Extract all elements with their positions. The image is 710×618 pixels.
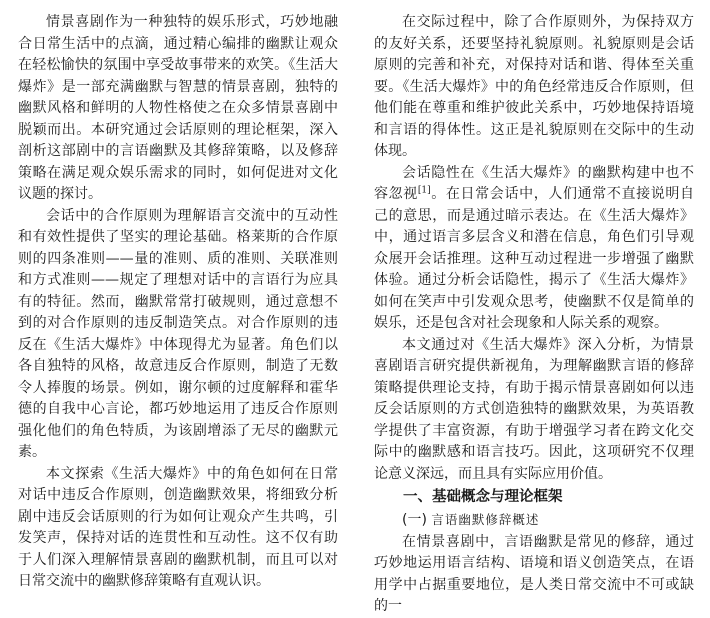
subsection-heading <box>374 509 694 532</box>
body-paragraph: 在情景喜剧中，言语幽默是常见的修辞，通过巧妙地运用语言结构、语境和语义创造笑点，在语用学中占据重要地位，是人类日常交流中不可或缺的一 <box>374 533 694 614</box>
paragraph-5-text-b: 。在日常会话中，人们通常不直接说明自己的意思，而是通过暗示表达。在《生活大爆炸》中，通过语言多层含义和潜在信息，角色们引导观众展开会话推理。这种互动过程进一步增强了幽默体验。通过分析会话隐性，揭示了《生活大爆炸》如何在笑声中引发观众思考，使幽默不仅是简单的娱乐，还是包含对社会现象和人际关系的观察。 <box>374 186 695 331</box>
subsection-number: (一) <box>402 512 427 528</box>
right-column <box>374 12 694 618</box>
intro-paragraph-4: 在交际过程中，除了合作原则外，为保持双方的友好关系，还要坚持礼貌原则。礼貌原则是会话原则的完善和补充，对保持对话和谐、得体至关重要。《生活大爆炸》中的角色经常违反合作原则，但他们能在尊重和维护彼此关系中，巧妙地保持语境和言语的得体性。这正是礼貌原则在交际中的生动体现。 <box>374 14 694 159</box>
intro-paragraph-1: 情景喜剧作为一种独特的娱乐形式，巧妙地融合日常生活中的点滴，通过精心编排的幽默让观众在轻松愉快的氛围中享受故事带来的欢笑。《生活大爆炸》是一部充满幽默与智慧的情景喜剧，独特的幽默风格和鲜明的人物性格使之在众多情景喜剧中脱颖而出。本研究通过会话原则的理论框架，深入剖析这部剧中的言语幽默及其修辞策略，以及修辞策略在满足观众娱乐需求的同时，如何促进对文化议题的探讨。 <box>18 14 338 202</box>
intro-paragraph-6: 本文通过对《生活大爆炸》深入分析，为情景喜剧语言研究提供新视角，为理解幽默言语的修辞策略提供理论支持，有助于揭示情景喜剧如何以违反会话原则的方式创造独特的幽默效果，为英语教学提供了丰富资源，有助于增强学习者在跨文化交际中的幽默感和语言技巧。因此，这项研究不仅理论意义深远，而且具有实际应用价值。 <box>374 336 694 482</box>
left-column <box>18 12 338 593</box>
intro-paragraph-2: 会话中的合作原则为理解语言交流中的互动性和有效性提供了坚实的理论基础。格莱斯的合作原则的四条准则——量的准则、质的准则、关联准则和方式准则——规定了理想对话中的言语行为应具有的特征。然而，幽默常常打破规则，通过意想不到的对合作原则的违反制造笑点。对合作原则的违反在《生活大爆炸》中体现得尤为显著。角色们以各自独特的风格，故意违反合作原则，制造了无数令人捧腹的场景。例如，谢尔顿的过度解释和霍华德的自我中心言论，都巧妙地运用了违反合作原则强化他们的角色特质，为该剧增添了无尽的幽默元素。 <box>18 207 338 460</box>
intro-paragraph-3: 本文探索《生活大爆炸》中的角色如何在日常对话中违反合作原则，创造幽默效果，将细致分析剧中违反会话原则的行为如何让观众产生共鸣，引发笑声，保持对话的连贯性和互动性。这不仅有助于人们深入理解情景喜剧的幽默机制，而且可以对日常交流中的幽默修辞策略有直观认识。 <box>18 465 338 589</box>
paragraph-5-text-a: 会话隐性在《生活大爆炸》的幽默构建中也不容忽视 <box>374 164 694 202</box>
subsection-title: 言语幽默修辞概述 <box>431 512 540 527</box>
intro-paragraph-5 <box>374 163 694 335</box>
citation-ref: [1] <box>417 185 431 196</box>
section-heading: 一、基础概念与理论框架 <box>403 489 563 505</box>
